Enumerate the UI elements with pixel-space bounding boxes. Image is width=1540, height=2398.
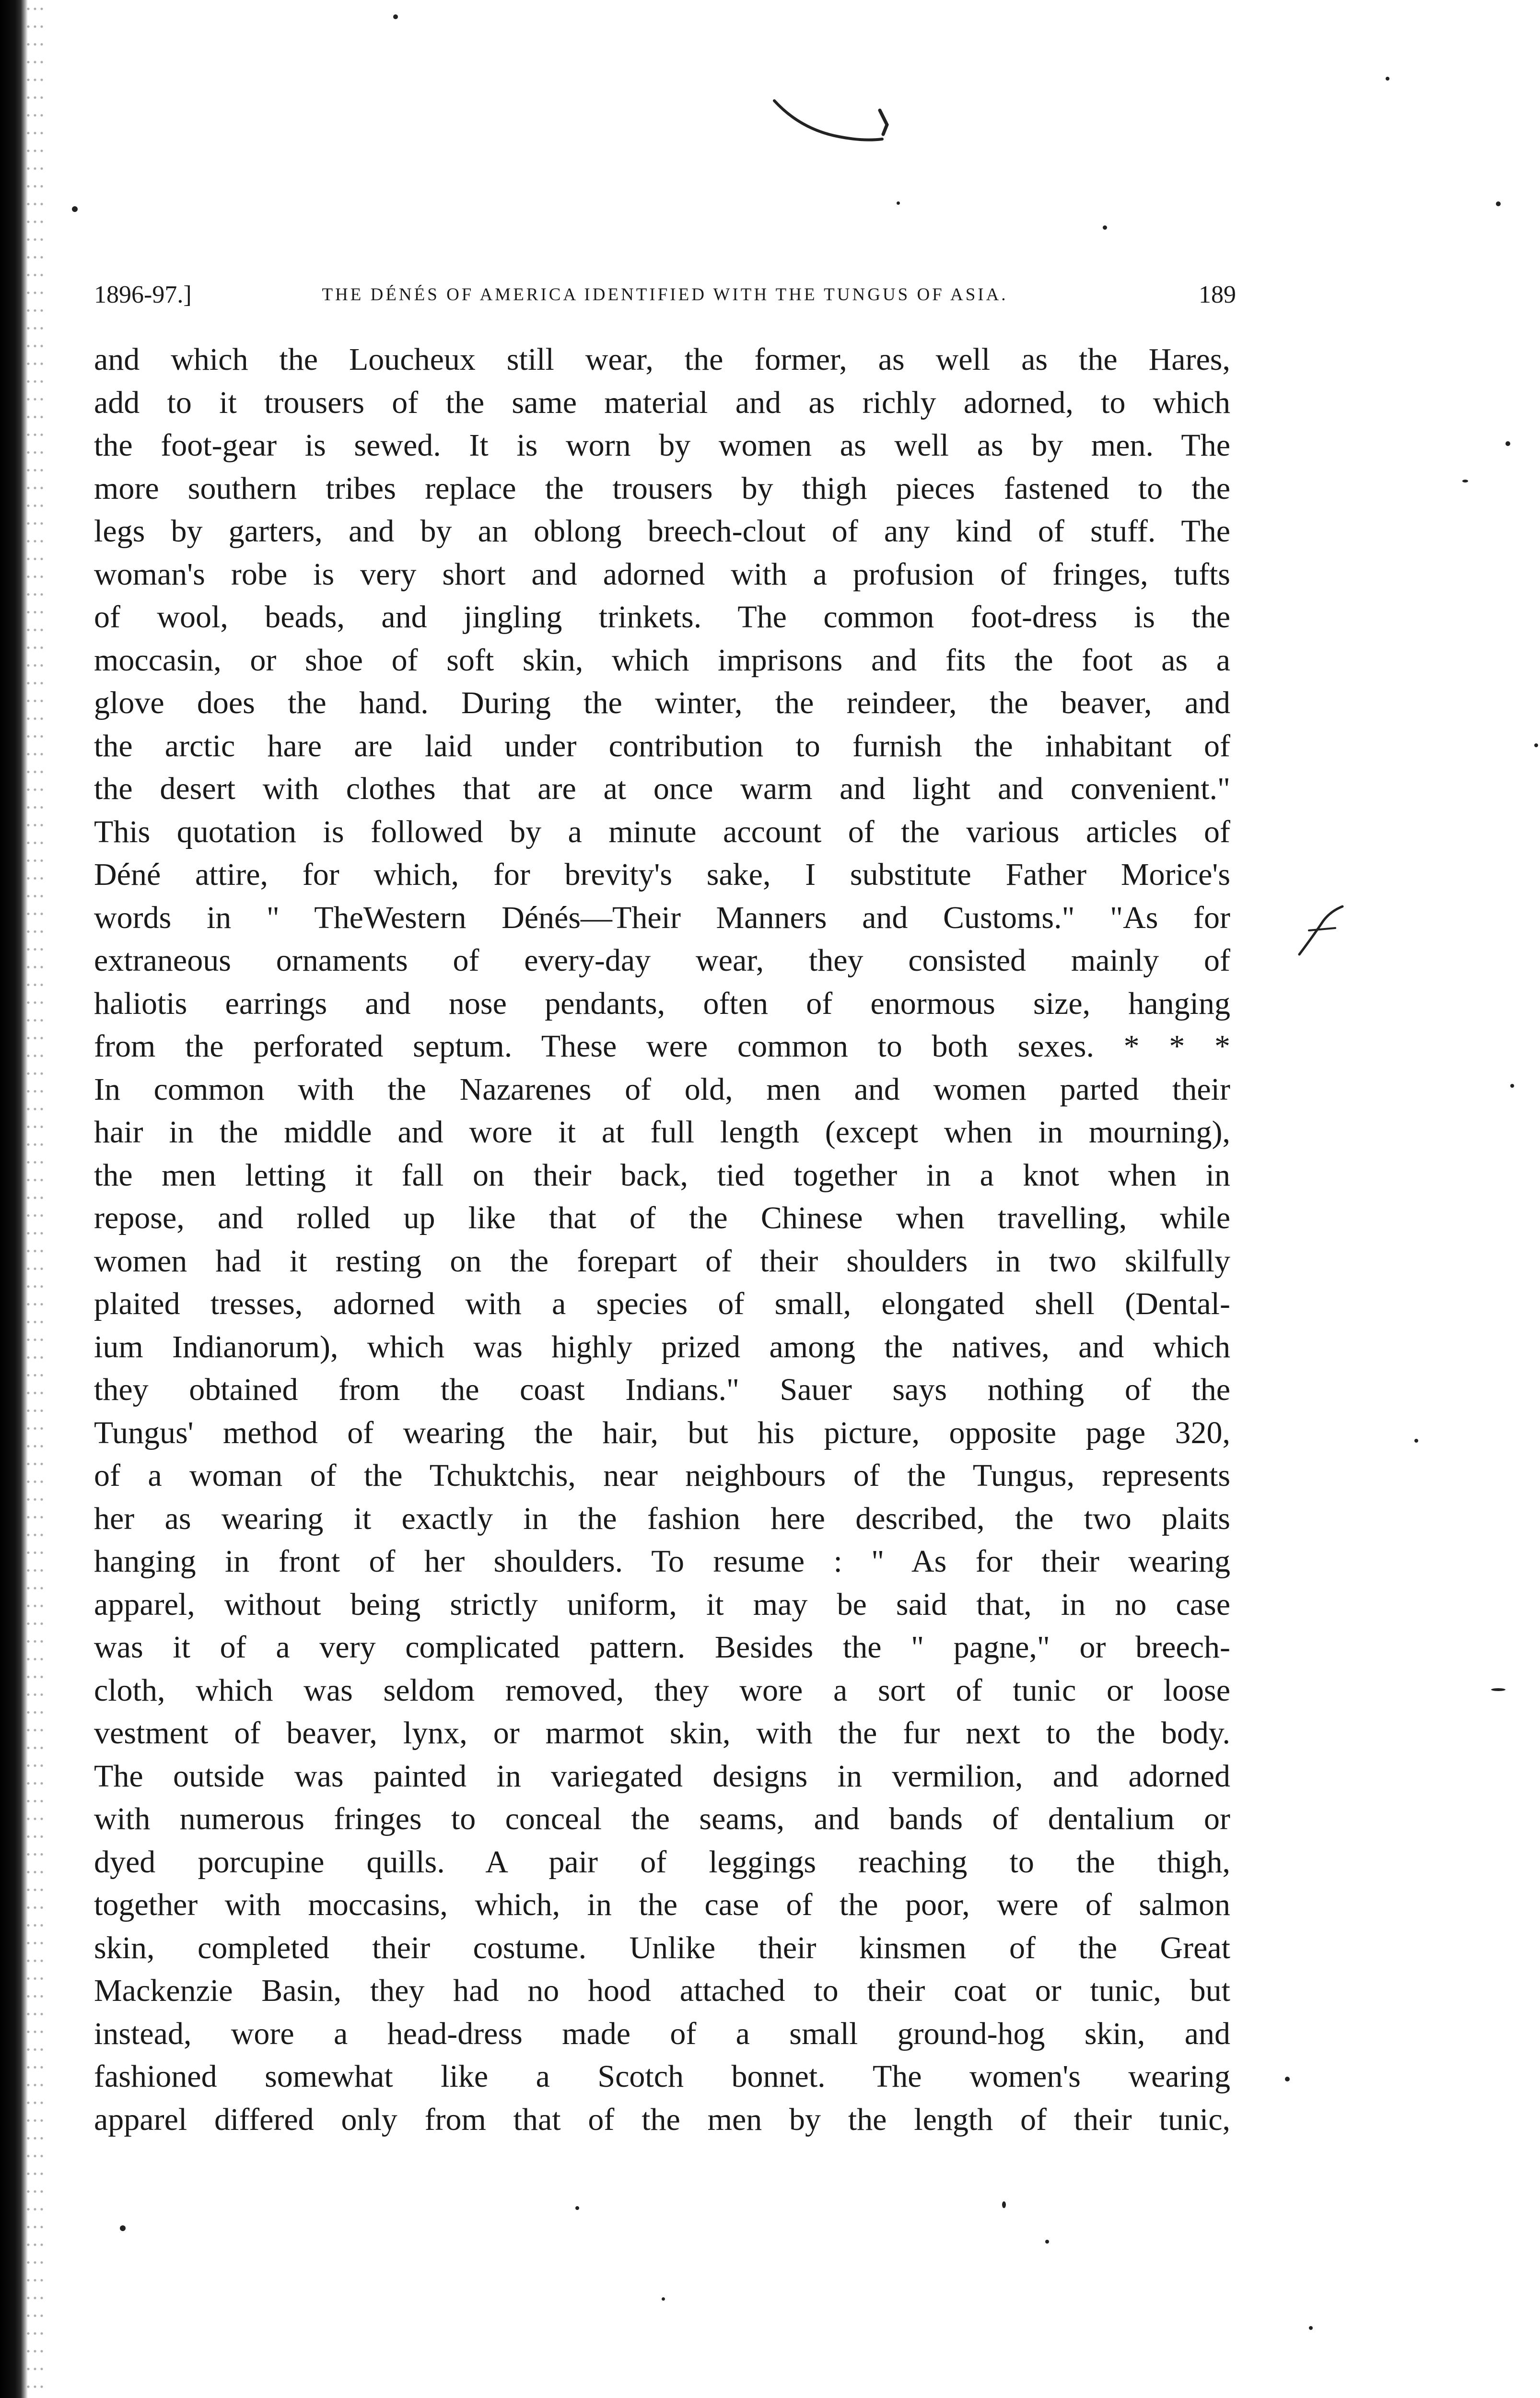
text-line: apparel differed only from that of the men by the length of their tunic, — [94, 2102, 1230, 2137]
text-line: the foot-gear is sewed. It is worn by women as well as by men. The — [94, 428, 1230, 463]
margin-pen-mark — [1295, 902, 1352, 959]
text-line: with numerous fringes to conceal the seams, and bands of dentalium or — [94, 1801, 1230, 1836]
book-binding-edge — [0, 0, 28, 2398]
text-line: women had it resting on the forepart of their shoulders in two skilfully — [94, 1243, 1230, 1279]
scan-speck — [1534, 743, 1538, 747]
text-line: Tungus' method of wearing the hair, but his picture, opposite page 320, — [94, 1415, 1230, 1450]
scan-speck — [1045, 2240, 1049, 2244]
text-line: Mackenzie Basin, they had no hood attached to their coat or tunic, but — [94, 1973, 1230, 2008]
text-line: was it of a very complicated pattern. Besides the " pagne," or breech- — [94, 1630, 1230, 1665]
text-line: This quotation is followed by a minute account of the various articles of — [94, 814, 1230, 849]
running-head — [94, 281, 1236, 319]
scan-speck — [1285, 2077, 1290, 2081]
scan-speck — [1002, 2201, 1006, 2208]
text-line: hair in the middle and wore it at full length (except when in mourning), — [94, 1115, 1230, 1150]
text-line: extraneous ornaments of every-day wear, they consisted mainly of — [94, 943, 1230, 978]
text-line: the men letting it fall on their back, tied together in a knot when in — [94, 1157, 1230, 1193]
binding-speckle — [25, 0, 44, 2398]
text-line: fashioned somewhat like a Scotch bonnet. The women's wearing — [94, 2059, 1230, 2094]
text-line: ium Indianorum), which was highly prized among the natives, and which — [94, 1329, 1230, 1364]
text-line: and which the Loucheux still wear, the former, as well as the Hares, — [94, 342, 1230, 377]
text-line: moccasin, or shoe of soft skin, which imprisons and fits the foot as a — [94, 642, 1230, 678]
text-line: more southern tribes replace the trousers by thigh pieces fastened to the — [94, 470, 1230, 506]
text-line: glove does the hand. During the winter, the reindeer, the beaver, and — [94, 685, 1230, 720]
text-line: skin, completed their costume. Unlike their kinsmen of the Great — [94, 1930, 1230, 1965]
scan-speck — [1309, 2326, 1313, 2330]
scan-speck — [393, 14, 398, 19]
text-line: the desert with clothes that are at once warm and light and convenient." — [94, 771, 1230, 806]
scan-speck — [1414, 1439, 1418, 1443]
text-line: apparel, without being strictly uniform, it may be said that, in no case — [94, 1587, 1230, 1622]
scan-speck — [1103, 225, 1107, 230]
scan-speck — [1510, 1084, 1514, 1088]
text-line: instead, wore a head-dress made of a small ground-hog skin, and — [94, 2016, 1230, 2051]
page-number: 189 — [1199, 281, 1236, 308]
running-title: THE DÉNÉS OF AMERICA IDENTIFIED WITH THE TUNGUS OF ASIA. — [322, 285, 1008, 305]
text-line: repose, and rolled up like that of the Chinese when travelling, while — [94, 1200, 1230, 1235]
scan-speck — [662, 2297, 665, 2301]
pen-stroke-mark — [772, 91, 897, 153]
scan-speck — [1491, 1688, 1505, 1691]
text-line: they obtained from the coast Indians." Sauer says nothing of the — [94, 1372, 1230, 1407]
text-line: Déné attire, for which, for brevity's sake, I substitute Father Morice's — [94, 857, 1230, 892]
text-line: dyed porcupine quills. A pair of leggings reaching to the thigh, — [94, 1844, 1230, 1880]
scan-speck — [897, 201, 900, 205]
text-line: the arctic hare are laid under contribution to furnish the inhabitant of — [94, 728, 1230, 764]
text-line: plaited tresses, adorned with a species of small, elongated shell (Dental- — [94, 1286, 1230, 1321]
scan-speck — [575, 2206, 579, 2210]
scan-speck — [1386, 77, 1389, 81]
text-line: words in " TheWestern Dénés—Their Manners and Customs." "As for — [94, 900, 1230, 935]
scan-speck — [1496, 201, 1501, 206]
text-line: The outside was painted in variegated designs in vermilion, and adorned — [94, 1758, 1230, 1794]
text-line: woman's robe is very short and adorned with a profusion of fringes, tufts — [94, 556, 1230, 592]
text-line: from the perforated septum. These were common to both sexes. * * * — [94, 1029, 1230, 1064]
text-line: vestment of beaver, lynx, or marmot skin, with the fur next to the body. — [94, 1716, 1230, 1751]
text-line: In common with the Nazarenes of old, men and women parted their — [94, 1071, 1230, 1107]
text-line: add to it trousers of the same material and as richly adorned, to which — [94, 385, 1230, 420]
scan-speck — [120, 2225, 126, 2231]
text-line: haliotis earrings and nose pendants, often of enormous size, hanging — [94, 986, 1230, 1021]
scan-speck — [1505, 441, 1510, 446]
body-text — [94, 338, 1230, 2141]
text-line: her as wearing it exactly in the fashion here described, the two plaits — [94, 1501, 1230, 1536]
scan-speck — [72, 206, 78, 212]
text-line: of wool, beads, and jingling trinkets. The common foot-dress is the — [94, 600, 1230, 635]
text-line: together with moccasins, which, in the case of the poor, were of salmon — [94, 1887, 1230, 1922]
text-line: cloth, which was seldom removed, they wore a sort of tunic or loose — [94, 1672, 1230, 1708]
text-line: of a woman of the Tchuktchis, near neighbours of the Tungus, represents — [94, 1458, 1230, 1493]
text-line: hanging in front of her shoulders. To resume : " As for their wearing — [94, 1544, 1230, 1579]
text-line: legs by garters, and by an oblong breech-clout of any kind of stuff. The — [94, 514, 1230, 549]
volume-years: 1896-97.] — [94, 281, 192, 308]
scan-speck — [1462, 480, 1468, 482]
